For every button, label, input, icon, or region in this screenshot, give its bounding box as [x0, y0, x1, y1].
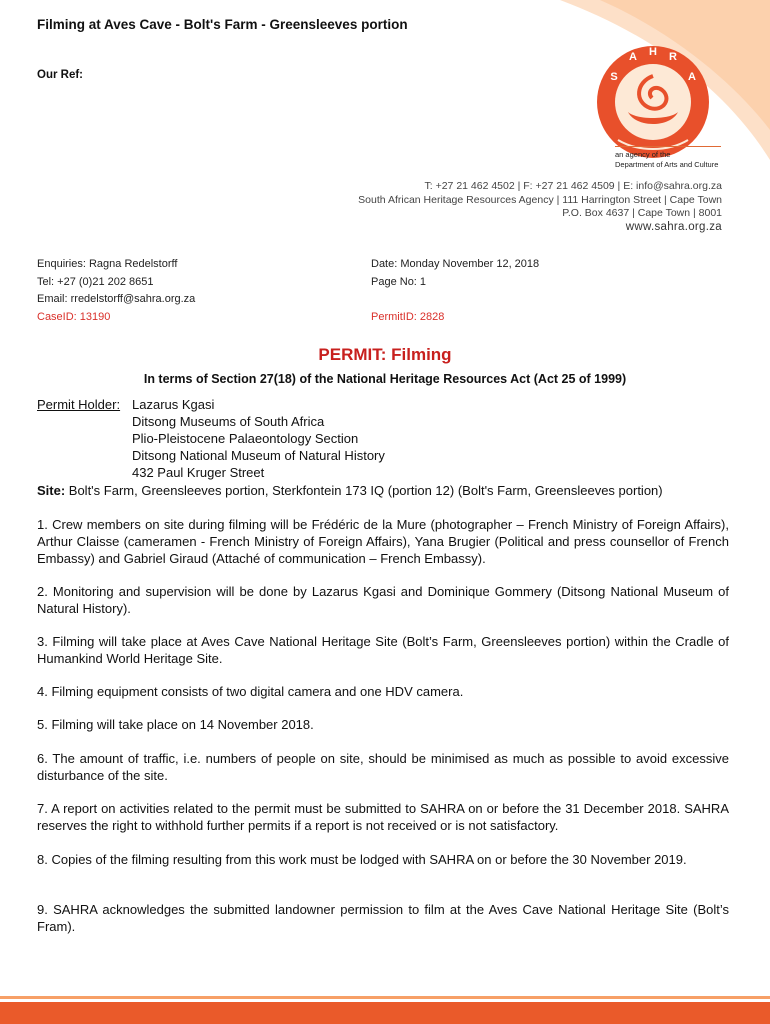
condition-item: 6. The amount of traffic, i.e. numbers of people on site, should be minimised as much as possible to avoid excessive disturbance of the site. — [37, 751, 729, 783]
page-number: Page No: 1 — [371, 275, 427, 288]
permit-holder — [37, 396, 385, 480]
permit-holder-label: Permit Holder: — [37, 397, 121, 412]
holder-line: Ditsong National Museum of Natural History — [132, 448, 385, 463]
enquiries-block — [37, 256, 195, 326]
svg-text:H: H — [649, 46, 657, 58]
date-block — [371, 256, 539, 326]
condition-item: 2. Monitoring and supervision will be done by Lazarus Kgasi and Dominique Gommery (Ditsong National Museum of Natural History). — [37, 584, 729, 616]
svg-text:A: A — [688, 71, 696, 83]
permit-site — [37, 482, 663, 499]
condition-item: 3. Filming will take place at Aves Cave National Heritage Site (Bolt’s Farm, Greensleeves portion) within the Cradle of Humankind World Heritage Site. — [37, 634, 729, 666]
condition-item: 7. A report on activities related to the permit must be submitted to SAHRA on or before the 31 December 2018. SAHRA reserves the right to withhold further permits if a report is not received or is not satisfactory. — [37, 801, 729, 833]
enquiries-email: Email: rredelstorff@sahra.org.za — [37, 293, 196, 305]
case-id: CaseID: 13190 — [37, 310, 111, 323]
svg-text:S: S — [610, 71, 618, 83]
site-value: Bolt's Farm, Greensleeves portion, Sterkfontein 173 IQ (portion 12) (Bolt's Farm, Greensleeves portion) — [65, 483, 663, 498]
document-title: Filming at Aves Cave - Bolt's Farm - Greensleeves portion — [37, 17, 408, 32]
holder-line: Lazarus Kgasi — [132, 397, 215, 412]
enquiries-tel: Tel: +27 (0)21 202 8651 — [37, 275, 154, 288]
condition-item: 8. Copies of the filming resulting from this work must be lodged with SAHRA on or before the 30 November 2019. — [37, 852, 687, 867]
footer-bar — [0, 1002, 770, 1024]
enquiries-name: Enquiries: Ragna Redelstorff — [37, 258, 178, 270]
contact-phone-line: T: +27 21 462 4502 | F: +27 21 462 4509 | E: info@sahra.org.za — [424, 180, 722, 192]
agency-text — [615, 150, 770, 170]
contact-block — [358, 180, 722, 234]
contact-address-line: South African Heritage Resources Agency | 111 Harrington Street | Cape Town — [358, 193, 722, 206]
permit-id: PermitID: 2828 — [371, 310, 445, 323]
svg-text:R: R — [669, 51, 677, 63]
agency-line-1: an agency of the — [615, 150, 671, 159]
agency-divider — [615, 146, 721, 147]
svg-text:A: A — [629, 51, 637, 63]
contact-pobox-line: P.O. Box 4637 | Cape Town | 8001 — [562, 207, 722, 219]
permit-holder-address — [132, 396, 385, 481]
condition-item: 1. Crew members on site during filming will be Frédéric de la Mure (photographer – French Ministry of Foreign Affairs), Arthur Claisse (cameramen - French Ministry of Foreign Affairs), Yana Brugier (Political and press counsellor of French Embassy) and Gabriel Giraud (Attaché of communication – French Embassy). — [37, 517, 729, 566]
holder-line: Plio-Pleistocene Palaeontology Section — [132, 431, 359, 446]
condition-item: 5. Filming will take place on 14 November 2018. — [37, 717, 314, 732]
agency-line-2: Department of Arts and Culture — [615, 160, 719, 169]
date: Date: Monday November 12, 2018 — [371, 258, 540, 270]
holder-line: 432 Paul Kruger Street — [132, 465, 265, 480]
site-label: Site: — [37, 483, 66, 498]
condition-item: 4. Filming equipment consists of two digital camera and one HDV camera. — [37, 684, 464, 699]
condition-item: 9. SAHRA acknowledges the submitted landowner permission to film at the Aves Cave National Heritage Site (Bolt’s Fram). — [37, 902, 729, 934]
our-ref-label: Our Ref: — [37, 69, 83, 81]
permit-subtitle: In terms of Section 27(18) of the National Heritage Resources Act (Act 25 of 1999) — [143, 372, 627, 386]
holder-line: Ditsong Museums of South Africa — [132, 414, 325, 429]
contact-website: www.sahra.org.za — [625, 220, 722, 233]
footer-accent-line — [0, 996, 770, 999]
permit-title: PERMIT: Filming — [318, 345, 452, 364]
